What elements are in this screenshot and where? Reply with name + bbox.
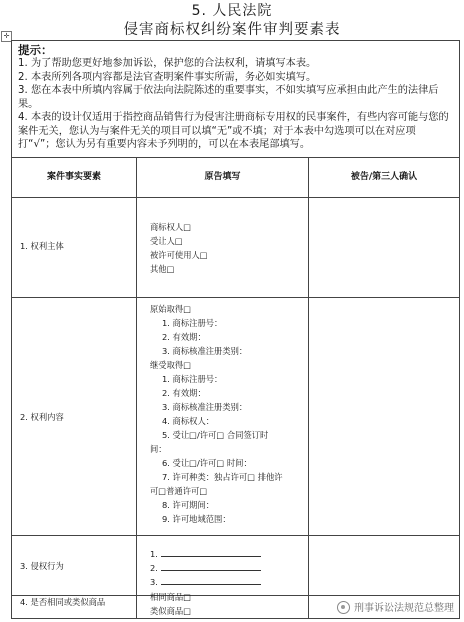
- field-line[interactable]: 6. 受让□/许可□ 时间：: [162, 458, 252, 468]
- checkbox-option[interactable]: 其他□: [150, 264, 175, 274]
- row-items-subject: [150, 220, 305, 276]
- checkbox-option[interactable]: 继受取得□: [150, 360, 192, 370]
- fill-line[interactable]: 3.: [150, 575, 305, 589]
- row-items-infringement: [150, 547, 305, 589]
- elements-table: [11, 40, 460, 619]
- field-line[interactable]: 3. 商标核准注册类别：: [162, 402, 248, 412]
- field-line[interactable]: 2. 有效期：: [162, 388, 206, 398]
- row-label-goods: 4. 是否相同或类似商品: [20, 597, 106, 607]
- notice-line-3: 3. 您在本表中所填内容属于依法向法院陈述的重要事实，不如实填写应承担由此产生的法律后果。: [18, 85, 439, 110]
- notice-heading: 提示：: [18, 43, 53, 57]
- fill-line[interactable]: 2.: [150, 561, 305, 575]
- row-items-rights-content: [150, 302, 305, 526]
- field-line[interactable]: 间：: [150, 444, 167, 454]
- checkbox-option[interactable]: 被许可使用人□: [150, 250, 208, 260]
- row-label-rights-content: 2. 权利内容: [20, 412, 64, 422]
- row-items-goods: [150, 590, 305, 618]
- checkbox-option[interactable]: 原始取得□: [150, 304, 192, 314]
- table-row: [12, 198, 459, 298]
- checkbox-option[interactable]: 相同商品□: [150, 592, 192, 602]
- notice-line-1: 1. 为了帮助您更好地参加诉讼，保护您的合法权利，请填写本表。: [18, 58, 317, 69]
- field-line[interactable]: 5. 受让□/许可□ 合同签订时: [162, 430, 269, 440]
- watermark-text: 刑事诉讼法规范总整理: [354, 602, 454, 614]
- row-label-infringement: 3. 侵权行为: [20, 561, 64, 571]
- form-title: 侵害商标权纠纷案件审判要素表: [123, 22, 341, 38]
- table-row: [12, 536, 459, 596]
- field-line[interactable]: 4. 商标权人：: [162, 416, 215, 426]
- notice-section: [12, 41, 459, 158]
- notice-line-2: 2. 本表所列各项内容都是法官查明案件事实所需，务必如实填写。: [18, 71, 317, 83]
- field-line[interactable]: 8. 许可期间：: [162, 500, 215, 510]
- field-line[interactable]: 9. 许可地域范围：: [162, 514, 231, 524]
- court-line: 5. 人民法院: [191, 3, 273, 19]
- header-defendant-confirm: 被告/第三人确认: [350, 172, 418, 182]
- checkbox-option[interactable]: 商标权人□: [150, 222, 192, 232]
- table-header-row: [12, 158, 459, 198]
- field-line[interactable]: 可□普通许可□: [150, 486, 208, 496]
- field-line[interactable]: 1. 商标注册号：: [162, 374, 223, 384]
- field-line[interactable]: 1. 商标注册号：: [162, 318, 223, 328]
- field-line[interactable]: 3. 商标核准注册类别：: [162, 346, 248, 356]
- table-row: [12, 298, 459, 536]
- header-fact-elements: 案件事实要素: [46, 172, 101, 182]
- wechat-account-icon: [337, 601, 350, 614]
- table-move-handle-icon[interactable]: ✛: [1, 31, 12, 42]
- notice-line-4: 4. 本表的设计仅适用于指控商品销售行为侵害注册商标专用权的民事案件，有些内容可能与您的案件无关，您认为与案件无关的项目可以填“无”或不填；对于本表中勾选项可以在对应项打“√”；您认为另有重要内容未予列明的，可以在本表尾部填写。: [18, 112, 449, 150]
- checkbox-option[interactable]: 类似商品□: [150, 606, 192, 616]
- row-label-subject: 1. 权利主体: [20, 241, 64, 251]
- header-plaintiff: 原告填写: [204, 172, 241, 182]
- field-line[interactable]: 7. 许可种类：独占许可□ 排他许: [162, 472, 283, 482]
- field-line[interactable]: 2. 有效期：: [162, 332, 206, 342]
- checkbox-option[interactable]: 受让人□: [150, 236, 183, 246]
- watermark: [337, 599, 454, 615]
- fill-line[interactable]: 1.: [150, 547, 305, 561]
